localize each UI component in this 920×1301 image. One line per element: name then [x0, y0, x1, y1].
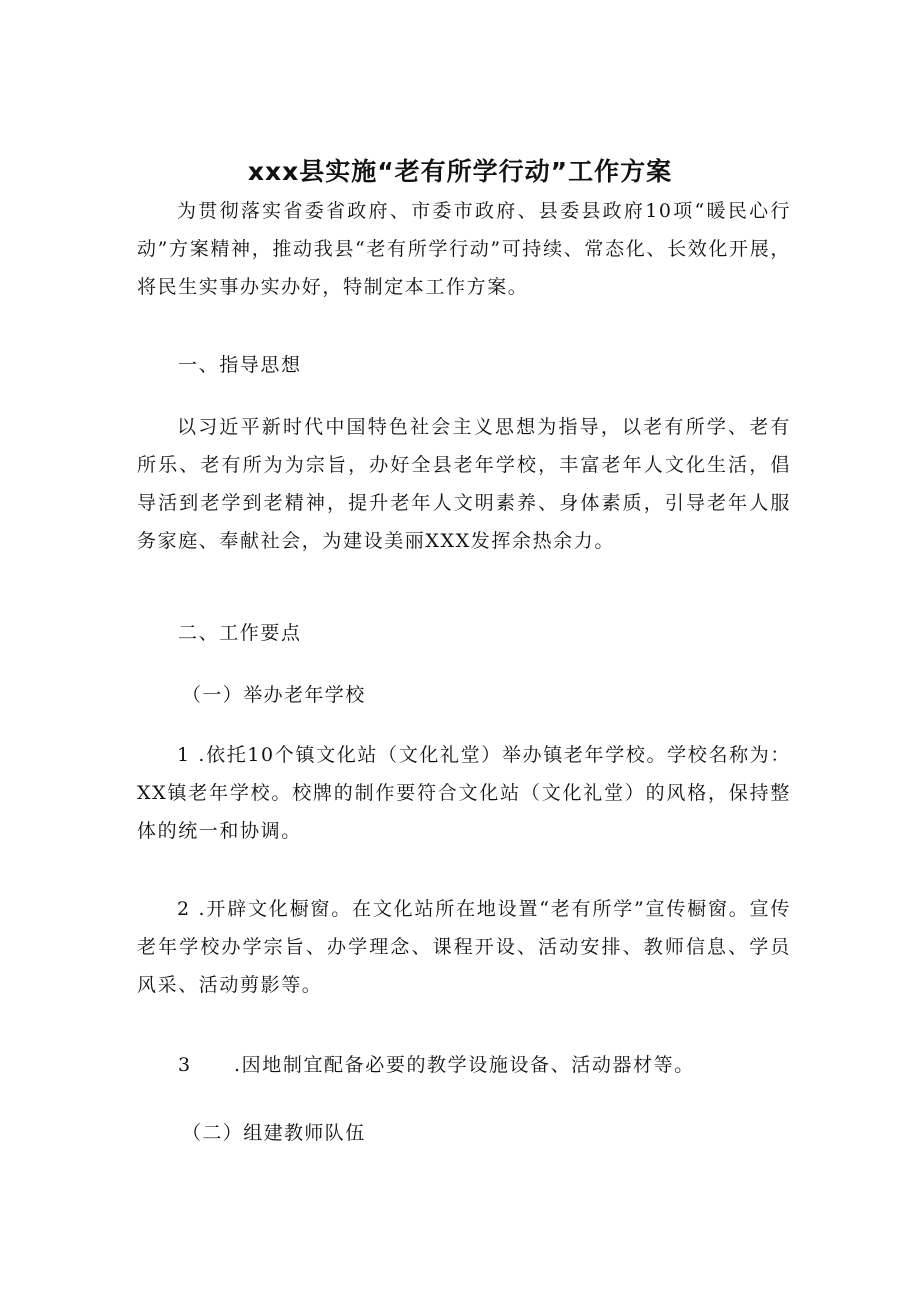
document-title: xxx县实施“老有所学行动”工作方案	[247, 156, 673, 186]
list-item-2: 2 .开辟文化橱窗。在文化站所在地设置“老有所学”宣传橱窗。宣传老年学校办学宗旨、办学理念、课程开设、活动安排、教师信息、学员风采、活动剪影等。	[137, 898, 791, 996]
subsection-heading-teachers: （二）组建教师队伍	[182, 1122, 366, 1144]
section-heading-work-points: 二、工作要点	[178, 622, 302, 644]
section-heading-guiding-ideology: 一、指导思想	[178, 354, 302, 376]
list-item-1: 1 .依托10个镇文化站（文化礼堂）举办镇老年学校。学校名称为：XX镇老年学校。校牌的制作要符合文化站（文化礼堂）的风格，保持整体的统一和协调。	[137, 744, 791, 842]
list-item-3-text: .因地制宜配备必要的教学设施设备、活动器材等。	[234, 1054, 695, 1076]
list-item-3-number: 3	[178, 1054, 192, 1076]
list-item-3	[178, 1046, 695, 1084]
intro-paragraph: 为贯彻落实省委省政府、市委市政府、县委县政府10项“暖民心行动”方案精神，推动我县“老有所学行动”可持续、常态化、长效化开展，将民生实事办实办好，特制定本工作方案。	[137, 200, 791, 298]
guiding-ideology-paragraph: 以习近平新时代中国特色社会主义思想为指导，以老有所学、老有所乐、老有所为为宗旨，办好全县老年学校，丰富老年人文化生活，倡导活到老学到老精神，提升老年人文明素养、身体素质，引导老年人服务家庭、奉献社会，为建设美丽XXX发挥余热余力。	[137, 416, 791, 552]
subsection-heading-schools: （一）举办老年学校	[182, 684, 366, 706]
